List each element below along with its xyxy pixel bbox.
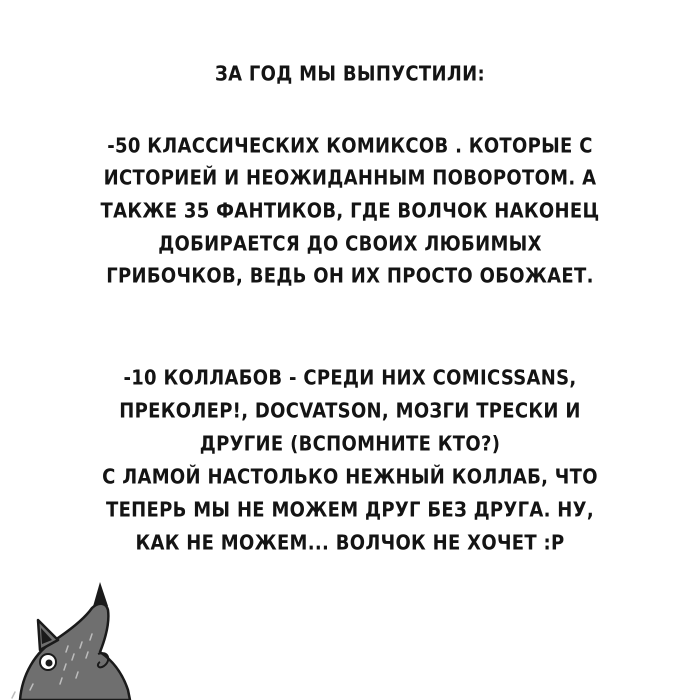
paragraph-2-line-6: КАК НЕ МОЖЕМ... ВОЛЧОК НЕ ХОЧЕТ :Р xyxy=(135,531,565,556)
page-heading: ЗА ГОД МЫ ВЫПУСТИЛИ: xyxy=(215,62,485,87)
paragraph-1-line-1: -50 КЛАССИЧЕСКИХ КОМИКСОВ . КОТОРЫЕ С xyxy=(107,134,593,159)
wolf-character-icon xyxy=(0,580,140,700)
paragraph-1-line-3: ТАКЖЕ 35 ФАНТИКОВ, ГДЕ ВОЛЧОК НАКОНЕЦ xyxy=(100,199,600,224)
paragraph-2-line-3: ДРУГИЕ (ВСПОМНИТЕ КТО?) xyxy=(199,432,501,457)
paragraph-1-line-5: ГРИБОЧКОВ, ВЕДЬ ОН ИХ ПРОСТО ОБОЖАЕТ. xyxy=(106,264,594,289)
paragraph-2-line-5: ТЕПЕРЬ МЫ НЕ МОЖЕМ ДРУГ БЕЗ ДРУГА. НУ, xyxy=(106,498,594,523)
paragraph-2-line-2: ПРЕКОЛЕР!, DOCVATSON, МОЗГИ ТРЕСКИ И xyxy=(119,399,581,424)
paragraph-2-line-4: С ЛАМОЙ НАСТОЛЬКО НЕЖНЫЙ КОЛЛАБ, ЧТО xyxy=(102,465,598,490)
paragraph-2-line-1: -10 КОЛЛАБОВ - СРЕДИ НИХ COMICSSANS, xyxy=(123,366,577,391)
paragraph-1-line-4: ДОБИРАЕТСЯ ДО СВОИХ ЛЮБИМЫХ xyxy=(158,232,542,257)
paragraph-1-line-2: ИСТОРИЕЙ И НЕОЖИДАННЫМ ПОВОРОТОМ. А xyxy=(103,166,597,191)
